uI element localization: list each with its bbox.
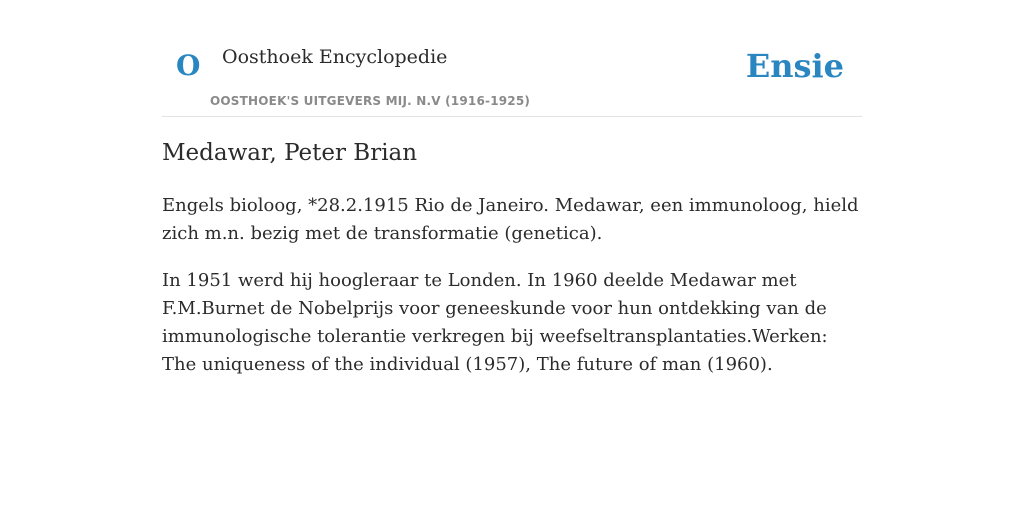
page-container — [162, 0, 862, 375]
publisher-subtitle: OOSTHOEK'S UITGEVERS MIJ. N.V (1916-1925) — [210, 94, 531, 108]
encyclopedia-header — [162, 0, 862, 117]
ensie-logo-link[interactable]: Ensie — [745, 47, 844, 85]
article-paragraph: In 1951 werd hij hoogleraar te Londen. In 1960 deelde Medawar met F.M.Burnet de Nobelprijs voor geneeskunde voor hun ontdekking van de immunologische tolerantie verkregen bij weefseltransplantaties.Werken: The uniqueness of the individual (1957), The future of man (1960). — [162, 270, 828, 375]
article-paragraph: Engels bioloog, *28.2.1915 Rio de Janeiro. Medawar, een immunoloog, hield zich m.n. bezig met de transformatie (genetica). — [162, 195, 859, 244]
encyclopedia-title-link[interactable]: Oosthoek Encyclopedie — [222, 46, 448, 68]
article-title: Medawar, Peter Brian — [162, 140, 418, 166]
oosthoek-logo-icon[interactable]: O — [176, 49, 201, 82]
